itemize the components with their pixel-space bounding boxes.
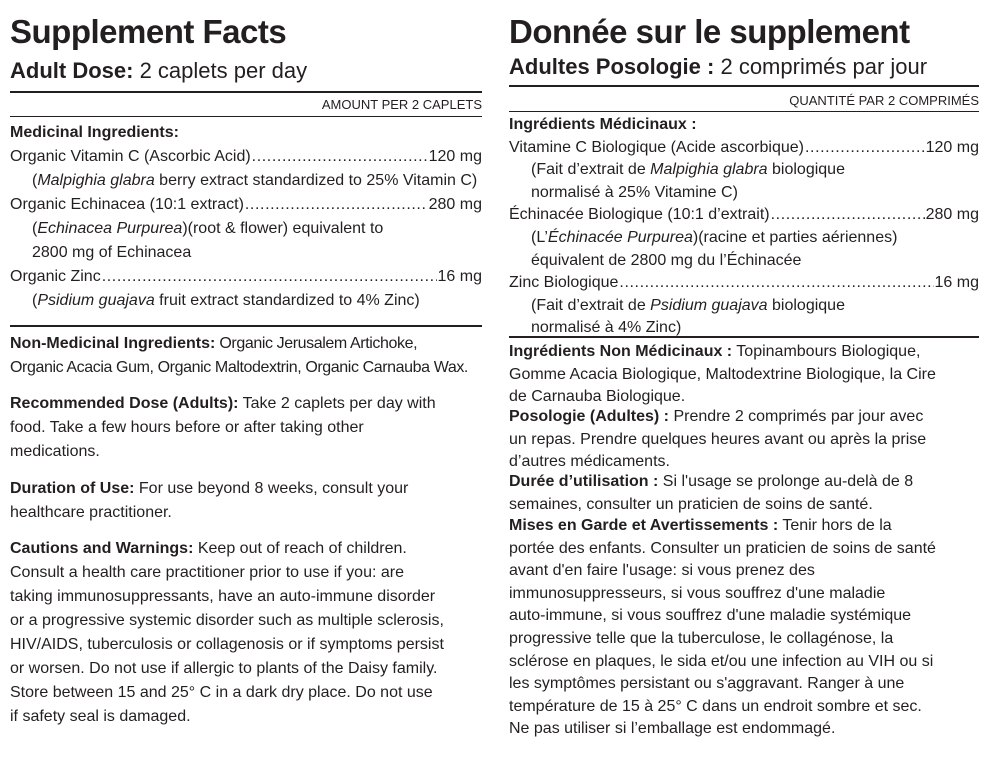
- en-dose-label: Adult Dose:: [10, 58, 134, 83]
- en-medicinal-heading: Medicinal Ingredients:: [10, 124, 179, 141]
- fr-zinc-note: (Fait d’extrait de Psidium guajava biologique: [531, 296, 845, 314]
- fr-dose-value: 2 comprimés par jour: [714, 54, 928, 79]
- en-recommended-dose: Recommended Dose (Adults): Take 2 caplets per day with food. Take a few hours before or after taking other medications.: [10, 395, 436, 460]
- en-ingredient-vitamin-c: Organic Vitamin C (Ascorbic Acid) ..... 120 mg: [10, 145, 482, 169]
- fr-top-rule: [509, 85, 979, 87]
- fr-mises-en-garde: Mises en Garde et Avertissements : Tenir hors de la portée des enfants. Consulter un praticien de soins de santé avant d'en faire l'usage: si vous prenez des immunosuppresseurs, si vous souffrez d'une maladie auto-immune, si vous souffrez d'une maladie systémique progressive telle que la tuberculose, le collagénose, la sclérose en plaques, le sida et/ou une infection au VIH ou si les symptômes persistant ou s'aggravant. Ranger à une température de 15 à 25° C dans un endroit sombre et sec. Ne pas utiliser si l’emballage est endommagé.: [509, 517, 936, 738]
- fr-amount-header: QUANTITÉ PAR 2 COMPRIMÉS: [789, 93, 979, 108]
- en-non-medicinal: Non-Medicinal Ingredients: Organic Jerusalem Artichoke, Organic Acacia Gum, Organic Maltodextrin, Organic Carnauba Wax.: [10, 335, 468, 376]
- fr-title: Donnée sur le supplement: [509, 13, 910, 50]
- en-echinacea-note: (Echinacea Purpurea)(root & flower) equivalent to: [32, 220, 384, 237]
- en-ingredient-zinc: Organic Zinc ..... 16 mg: [10, 265, 482, 289]
- en-duration-of-use: Duration of Use: For use beyond 8 weeks, consult your healthcare practitioner.: [10, 480, 409, 521]
- en-amount-rule: [10, 116, 482, 117]
- en-top-rule: [10, 91, 482, 93]
- en-amount-header: AMOUNT PER 2 CAPLETS: [321, 97, 482, 112]
- fr-dose-label: Adultes Posologie :: [509, 54, 715, 79]
- fr-posologie: Posologie (Adultes) : Prendre 2 comprimés par jour avec un repas. Prendre quelques heures avant ou après la prise d’autres médicaments.: [509, 408, 927, 471]
- fr-medicinal-ingredients: [509, 114, 979, 340]
- fr-vitamin-c-note: (Fait d’extrait de Malpighia glabra biologique: [531, 161, 845, 179]
- fr-ingredient-zinc: Zinc Biologique ..... 16 mg: [509, 272, 979, 295]
- fr-non-medicinal: Ingrédients Non Médicinaux : Topinambours Biologique, Gomme Acacia Biologique, Maltodextrine Biologique, la Cire de Carnauba Biologique.: [509, 343, 936, 406]
- fr-zinc-note-2: normalisé à 4% Zinc): [531, 319, 682, 337]
- fr-amount-rule: [509, 111, 979, 112]
- en-dose-value: 2 caplets per day: [133, 58, 308, 83]
- fr-echinacea-note: (L’Échinacée Purpurea)(racine et parties aériennes): [531, 228, 898, 246]
- en-ingredients-rule: [10, 325, 482, 327]
- fr-ingredient-echinacea: Échinacée Biologique (10:1 d’extrait) ..... 280 mg: [509, 204, 979, 227]
- fr-ingredients-rule: [509, 336, 979, 338]
- fr-adult-dose: [509, 54, 927, 80]
- fr-medicinal-heading: Ingrédients Médicinaux :: [509, 116, 697, 133]
- fr-ingredient-vitamin-c: Vitamine C Biologique (Acide ascorbique) ..... 120 mg: [509, 137, 979, 160]
- fr-vitamin-c-note-2: normalisé à 25% Vitamine C): [531, 183, 738, 201]
- fr-echinacea-note-2: équivalent de 2800 mg du l’Échinacée: [531, 251, 802, 269]
- en-echinacea-note-2: 2800 mg of Echinacea: [32, 244, 192, 261]
- en-vitamin-c-note: (Malpighia glabra berry extract standardized to 25% Vitamin C): [32, 172, 478, 189]
- fr-duree: Durée d’utilisation : Si l'usage se prolonge au-delà de 8 semaines, consulter un praticien de soins de santé.: [509, 473, 914, 513]
- en-medicinal-ingredients: [10, 121, 482, 313]
- en-zinc-note: (Psidium guajava fruit extract standardized to 4% Zinc): [32, 292, 420, 309]
- en-ingredient-echinacea: Organic Echinacea (10:1 extract) ..... 280 mg: [10, 193, 482, 217]
- en-adult-dose: [10, 58, 307, 84]
- en-cautions: Cautions and Warnings: Keep out of reach of children. Consult a health care practitioner prior to use if you: are taking immunosuppressants, have an auto-immune disorder or a progressive systemic disorder such as multiple sclerosis, HIV/AIDS, tuberculosis or collagenosis or if symptoms persist or worsen. Do not use if allergic to plants of the Daisy family. Store between 15 and 25° C in a dark dry place. Do not use if safety seal is damaged.: [10, 540, 444, 725]
- en-title: Supplement Facts: [10, 13, 287, 50]
